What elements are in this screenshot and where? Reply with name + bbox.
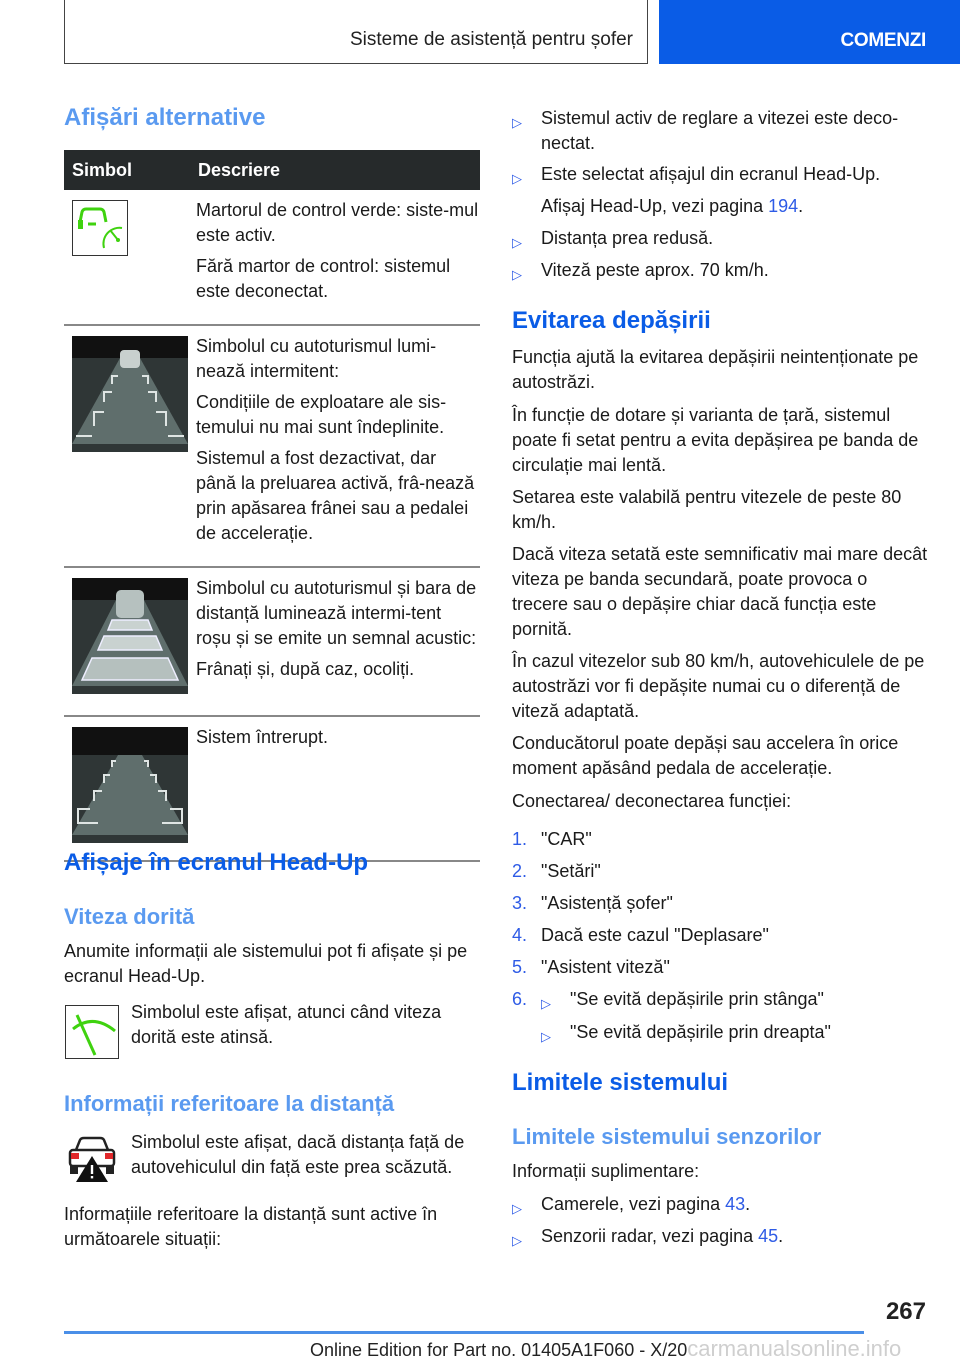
page-number: 267 <box>885 1298 926 1325</box>
list-item <box>512 226 928 251</box>
empty-road-icon <box>72 727 188 843</box>
car-flashing-road-icon <box>72 336 188 452</box>
step-number: 5. <box>512 957 528 977</box>
list-item <box>512 162 928 187</box>
desc-line: Fără martor de control: sistemul este deconectat. <box>196 256 451 301</box>
triangle-bullet-icon: ▷ <box>512 1201 522 1216</box>
step-sub-item <box>541 1020 831 1045</box>
step-text: "Se evită depășirile prin stânga" <box>570 989 824 1009</box>
page-link-194[interactable]: 194 <box>768 196 799 216</box>
reference-text: Afișaj Head-Up, vezi pagina <box>541 196 769 216</box>
step-number: 6. <box>512 989 528 1009</box>
step-text: "Se evită depășirile prin dreapta" <box>570 1022 831 1042</box>
step-text: "Asistență șofer" <box>541 893 673 913</box>
reference-text: Camerele, vezi pagina <box>541 1194 726 1214</box>
step-item <box>512 923 769 948</box>
step-text: "Asistent viteză" <box>541 957 670 977</box>
step-item <box>512 987 824 1012</box>
section-title-system-limits: Limitele sistemului <box>512 1069 729 1096</box>
edition-text: Online Edition for Part no. 01405A1F060 - X/20 <box>310 1340 688 1360</box>
triangle-bullet-icon: ▷ <box>512 235 522 250</box>
header-chapter-label: COMENZI <box>840 30 926 51</box>
section-title-headup: Afișaje în ecranul Head-Up <box>64 849 369 876</box>
paragraph: Informații suplimentare: <box>512 1161 700 1181</box>
step-text: "CAR" <box>541 829 592 849</box>
table-row <box>64 716 480 861</box>
step-text: "Setări" <box>541 861 601 881</box>
green-speed-arc-icon <box>65 1005 119 1059</box>
triangle-bullet-icon: ▷ <box>512 1233 522 1248</box>
header-section-box <box>64 0 648 64</box>
footer-edition <box>310 1336 901 1362</box>
subtitle-distance-info: Informații referitoare la distanță <box>64 1091 395 1116</box>
list-item <box>512 258 928 283</box>
page-link-45[interactable]: 45 <box>758 1226 779 1246</box>
green-car-speedometer-icon <box>72 200 128 256</box>
col-header-symbol: Simbol <box>64 150 190 190</box>
step-item <box>512 955 670 980</box>
footer-divider <box>64 1331 864 1334</box>
table-row <box>64 325 480 567</box>
page-reference: Afișaj Head-Up, vezi pagina 194. <box>541 196 804 216</box>
reference-text: Senzorii radar, vezi pagina <box>541 1226 759 1246</box>
desc-line: Sistemul a fost dezactivat, dar până la preluarea activă, frâ-nează prin apăsarea frânei sau a pedalei de accelerație. <box>196 448 475 543</box>
desc-line: Sistem întrerupt. <box>196 727 329 747</box>
paragraph: Simbolul este afișat, dacă distanța față de autovehiculul din față este prea scăzută. <box>131 1132 465 1177</box>
step-item <box>512 891 673 916</box>
step-text: Dacă este cazul "Deplasare" <box>541 925 769 945</box>
list-item-text: Sistemul activ de reglare a vitezei este deco-nectat. <box>541 108 899 153</box>
paragraph: Simbolul este afișat, atunci când viteza dorită este atinsă. <box>131 1002 442 1047</box>
car-distance-warning-icon <box>66 1136 118 1184</box>
triangle-bullet-icon: ▷ <box>541 1029 551 1044</box>
paragraph: Setarea este valabilă pentru vitezele de peste 80 km/h. <box>512 487 902 532</box>
desc-line: Simbolul cu autoturismul lumi-nează intermitent: <box>196 336 437 381</box>
desc-line: Simbolul cu autoturismul și bara de distanță luminează intermi-tent roșu și se emite un semnal acustic: <box>196 578 477 648</box>
page-link-43[interactable]: 43 <box>725 1194 746 1214</box>
triangle-bullet-icon: ▷ <box>512 115 522 130</box>
triangle-bullet-icon: ▷ <box>541 996 551 1011</box>
paragraph: Conducătorul poate depăși sau accelera în orice moment apăsând pedala de accelerație. <box>512 733 899 778</box>
paragraph: În cazul vitezelor sub 80 km/h, autovehiculele de pe autostrăzi vor fi depășite numai cu o diferență de viteză adaptată. <box>512 651 925 721</box>
desc-line: Martorul de control verde: siste-mul este activ. <box>196 200 479 245</box>
watermark: carmanualsonline.info <box>687 1336 902 1361</box>
symbol-table <box>64 150 480 862</box>
desc-line: Frânați și, după caz, ocoliți. <box>196 659 415 679</box>
list-item: ▷ Senzorii radar, vezi pagina 45. <box>512 1224 783 1249</box>
desc-line: Condițiile de exploatare ale sis-temului nu mai sunt îndeplinite. <box>196 392 447 437</box>
list-item-text: Viteză peste aprox. 70 km/h. <box>541 260 769 280</box>
paragraph: Anumite informații ale sistemului pot fi afișate și pe ecranul Head-Up. <box>64 941 468 986</box>
triangle-bullet-icon: ▷ <box>512 171 522 186</box>
paragraph: Funcția ajută la evitarea depășirii neintenționate pe autostrăzi. <box>512 347 919 392</box>
paragraph: Informațiile referitoare la distanță sunt active în următoarele situații: <box>64 1204 438 1249</box>
step-number: 4. <box>512 925 528 945</box>
step-item <box>512 827 592 852</box>
step-number: 2. <box>512 861 528 881</box>
header-chapter-tab[interactable] <box>659 0 960 64</box>
triangle-bullet-icon: ▷ <box>512 267 522 282</box>
section-title-alt-displays: Afișări alternative <box>64 104 266 131</box>
subtitle-sensor-limits: Limitele sistemului senzorilor <box>512 1124 822 1149</box>
list-item-text: Este selectat afișajul din ecranul Head-Up. <box>541 164 881 184</box>
step-number: 1. <box>512 829 528 849</box>
step-number: 3. <box>512 893 528 913</box>
paragraph: Conectarea/ deconectarea funcției: <box>512 791 792 811</box>
car-distance-bar-road-icon <box>72 578 188 694</box>
list-item <box>512 106 928 156</box>
col-header-description: Descriere <box>190 150 480 190</box>
list-item: ▷ Camerele, vezi pagina 43. <box>512 1192 750 1217</box>
section-title-overtaking: Evitarea depășirii <box>512 307 711 334</box>
step-item <box>512 859 601 884</box>
table-row <box>64 567 480 716</box>
paragraph: Dacă viteza setată este semnificativ mai mare decât viteza pe banda secundară, poate provoca o trecere sau o depășire chiar dacă funcția este pornită. <box>512 544 928 639</box>
header-section-title: Sisteme de asistență pentru șofer <box>349 29 633 50</box>
paragraph: În funcție de dotare și varianta de țară, sistemul poate fi setat pentru a evita depășirea pe banda de circulație mai lentă. <box>512 405 919 475</box>
table-row <box>64 190 480 325</box>
subtitle-desired-speed: Viteza dorită <box>64 904 195 929</box>
list-item-text: Distanța prea redusă. <box>541 228 714 248</box>
